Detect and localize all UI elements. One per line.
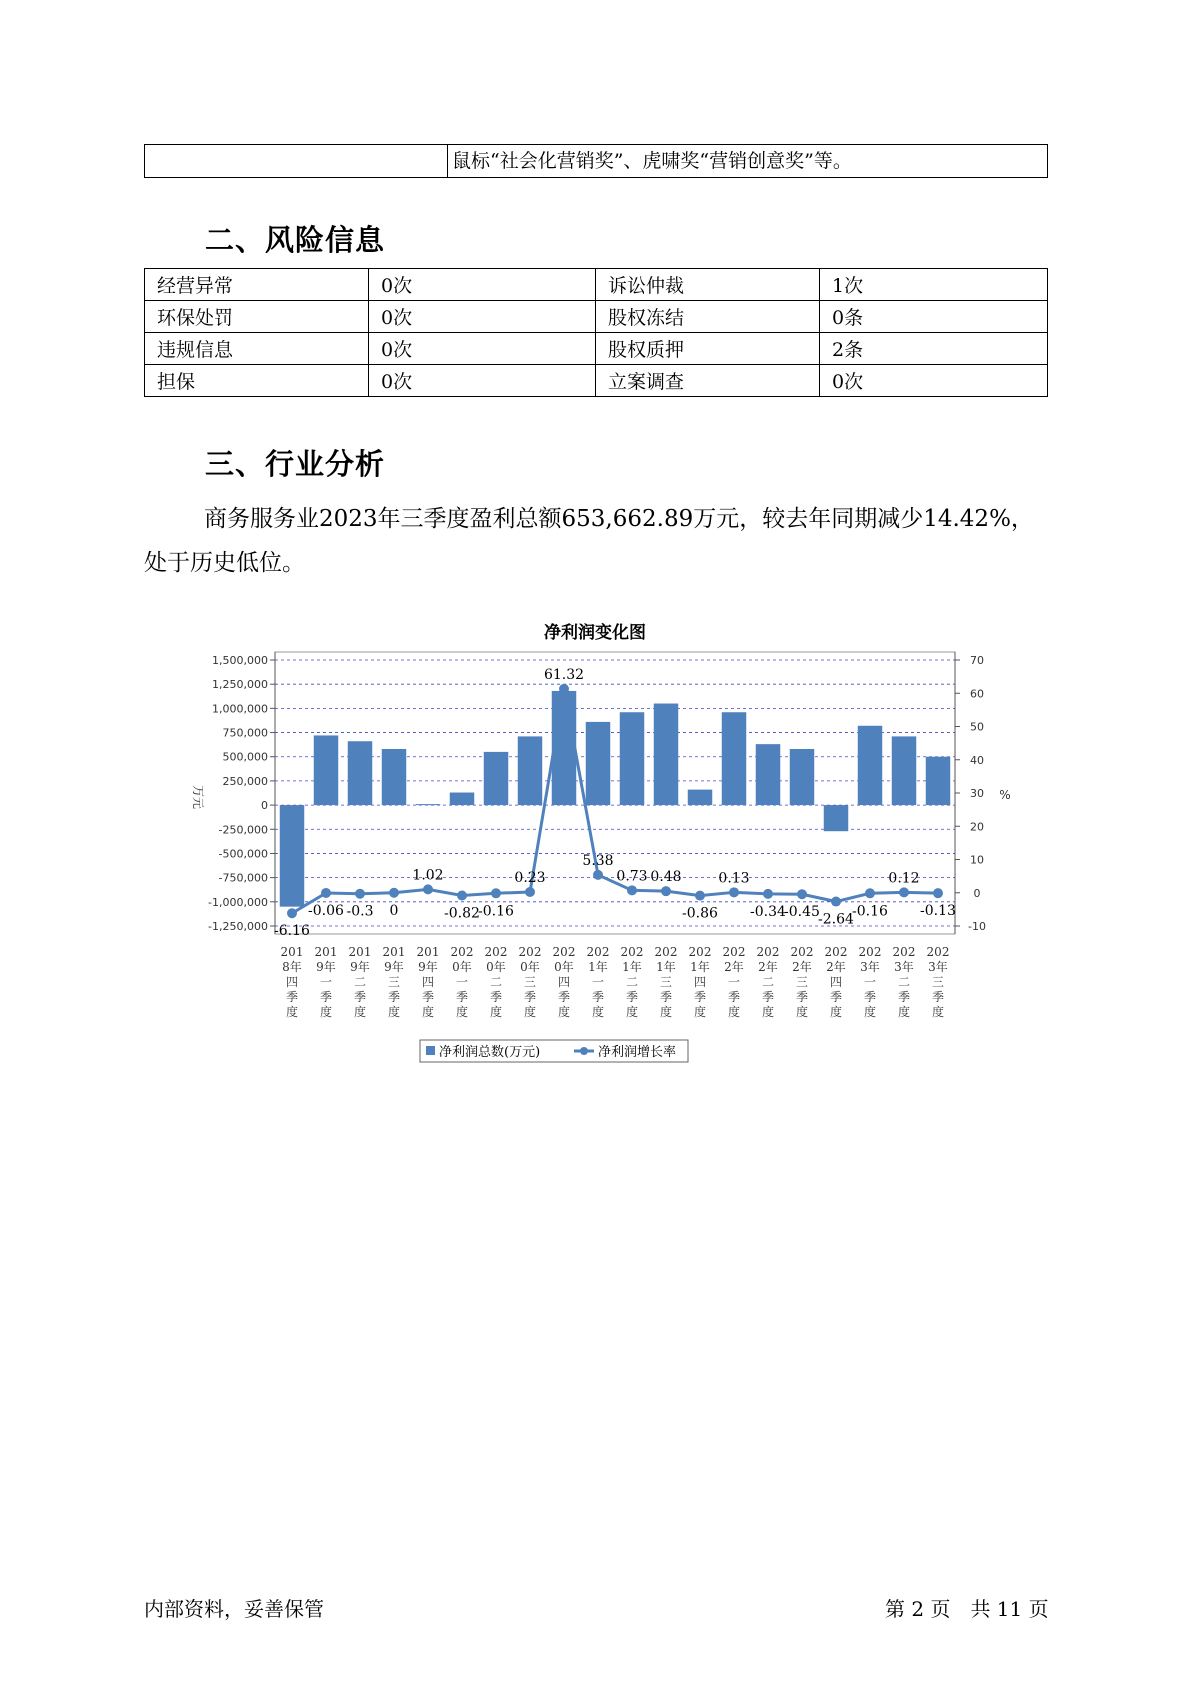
award-table-empty-cell [145,145,448,177]
growth-rate-point [763,889,773,899]
growth-rate-point [695,891,705,901]
growth-rate-label: 5.38 [582,852,614,869]
growth-rate-label: -6.16 [274,923,310,940]
growth-rate-label: -0.86 [682,905,718,922]
y2-tick-label: 20 [970,820,984,834]
x-tick-label: 201 9年三季度 [382,945,406,1019]
bar [722,712,746,805]
risk-value: 0次 [369,333,596,365]
bar [518,736,542,805]
growth-rate-point [423,884,433,894]
risk-value: 0次 [369,269,596,301]
x-tick-label: 202 0年三季度 [518,945,542,1019]
section-title-industry: 三、行业分析 [205,447,386,481]
table-row [145,333,1048,365]
growth-rate-point [865,888,875,898]
growth-rate-label: -2.64 [818,911,854,928]
growth-rate-point [797,889,807,899]
footer-left: 内部资料，妥善保管 [144,1597,324,1621]
chart-title: 净利润变化图 [544,623,646,643]
growth-rate-label: 0.23 [514,869,546,886]
bar [926,757,950,805]
analysis-text: 商务服务业2023年三季度盈利总额653,662.89万元，较去年同期减少14.42%，处于历史低位。 [144,506,1034,576]
y2-tick-label: 70 [970,654,984,667]
growth-rate-point [593,870,603,880]
analysis-paragraph [144,497,1048,585]
y2-tick-label: 60 [970,687,984,701]
risk-value: 0次 [369,301,596,333]
net-profit-chart [180,612,1020,1072]
y2-tick-label: 40 [970,753,984,767]
y-tick-label: 750,000 [222,726,268,740]
legend-bar-swatch [426,1046,435,1055]
y-tick-label: 1,500,000 [212,654,268,667]
risk-value: 0次 [369,365,596,397]
risk-key: 违规信息 [145,333,369,365]
bar [416,804,440,805]
growth-rate-point [457,890,467,900]
growth-rate-point [491,888,501,898]
bar [348,741,372,805]
bar [382,749,406,805]
growth-rate-point [389,888,399,898]
y-tick-label: 1,000,000 [212,702,268,716]
growth-rate-label: 0.48 [650,869,682,886]
y-tick-label: -250,000 [218,823,268,837]
legend-line-marker [580,1047,588,1055]
x-tick-label: 202 3年二季度 [892,945,916,1019]
bar [450,793,474,806]
bar [790,749,814,805]
x-tick-label: 202 2年三季度 [790,945,814,1019]
growth-rate-label: 61.32 [543,666,585,683]
footer-page-number: 第 2 页 共 11 页 [885,1597,1049,1621]
growth-rate-label: 0.73 [616,868,648,885]
x-tick-label: 201 9年二季度 [348,945,372,1019]
growth-rate-point [933,888,943,898]
risk-key: 股权冻结 [596,301,820,333]
growth-rate-point [899,887,909,897]
legend-line-label: 净利润增长率 [598,1045,677,1060]
plot-frame [275,652,955,934]
x-tick-label: 202 0年二季度 [484,945,508,1019]
risk-key: 经营异常 [145,269,369,301]
bar [484,752,508,805]
x-tick-label: 202 3年三季度 [926,945,950,1019]
growth-rate-label: -0.3 [346,903,374,920]
risk-value: 1次 [820,269,1048,301]
award-table-text-cell: 鼠标“社会化营销奖”、虎啸奖“营销创意奖”等。 [452,150,852,172]
x-tick-label: 202 2年一季度 [722,945,746,1019]
growth-rate-label: 1.02 [412,867,444,884]
growth-rate-point [321,888,331,898]
bar [824,805,848,831]
bar [858,726,882,805]
growth-rate-point [287,908,297,918]
x-tick-label: 202 0年四季度 [552,945,576,1019]
y-axis-label: 万元 [191,784,205,810]
bar [586,722,610,805]
growth-rate-point [729,887,739,897]
growth-rate-point [355,889,365,899]
table-row [145,301,1048,333]
x-tick-label: 202 2年四季度 [824,945,848,1019]
y-tick-label: 250,000 [222,774,268,788]
x-tick-label: 202 2年二季度 [756,945,780,1019]
x-tick-label: 202 0年一季度 [450,945,474,1019]
risk-key: 担保 [145,365,369,397]
y-tick-label: -1,250,000 [208,920,268,933]
x-tick-label: 202 1年三季度 [654,945,678,1019]
risk-value: 0次 [820,365,1048,397]
risk-key: 诉讼仲裁 [596,269,820,301]
y2-tick-label: 0 [973,886,981,900]
risk-value: 2条 [820,333,1048,365]
bar [654,704,678,806]
growth-rate-point [525,887,535,897]
risk-info-table [144,268,1048,397]
x-tick-label: 202 1年一季度 [586,945,610,1019]
growth-rate-point [627,885,637,895]
y-tick-label: -1,000,000 [208,895,268,909]
growth-rate-point [661,886,671,896]
bar [892,736,916,805]
y2-tick-label: -10 [968,920,986,933]
y-tick-label: -500,000 [218,847,268,861]
growth-rate-label: 0 [389,902,399,919]
y2-tick-label: 10 [970,853,984,867]
risk-key: 股权质押 [596,333,820,365]
y-tick-label: 500,000 [222,750,268,764]
growth-rate-label: -0.16 [478,903,514,920]
y-tick-label: 0 [261,799,268,813]
bar [314,735,338,805]
growth-rate-label: -0.16 [852,903,888,920]
x-tick-label: 202 1年四季度 [688,945,712,1019]
section-title-risk: 二、风险信息 [205,223,386,257]
risk-key: 立案调查 [596,365,820,397]
x-tick-label: 202 3年一季度 [858,945,882,1019]
growth-rate-point [831,897,841,907]
growth-rate-point [559,684,569,694]
growth-rate-label: -0.06 [308,902,344,919]
y2-axis-label: % [999,788,1011,802]
x-tick-label: 201 8年四季度 [280,945,304,1019]
x-tick-label: 201 9年四季度 [416,945,440,1019]
y2-tick-label: 30 [970,787,984,800]
legend-bar-label: 净利润总数(万元) [439,1045,541,1060]
y-tick-label: 1,250,000 [212,678,268,692]
y-tick-label: -750,000 [218,871,268,885]
growth-rate-label: 0.12 [888,870,920,887]
growth-rate-label: -0.34 [750,903,786,920]
risk-key: 环保处罚 [145,301,369,333]
x-tick-label: 201 9年一季度 [314,945,338,1019]
growth-rate-label: 0.13 [718,870,750,887]
bar [756,744,780,805]
award-table-row [144,144,1048,178]
table-row [145,269,1048,301]
bar [620,712,644,805]
x-tick-label: 202 1年二季度 [620,945,644,1019]
bar [280,805,304,907]
growth-rate-label: -0.82 [444,905,480,922]
growth-rate-label: -0.13 [920,903,956,920]
bar [688,790,712,805]
risk-value: 0条 [820,301,1048,333]
growth-rate-label: -0.45 [784,904,820,921]
table-row [145,365,1048,397]
y2-tick-label: 50 [970,720,984,734]
